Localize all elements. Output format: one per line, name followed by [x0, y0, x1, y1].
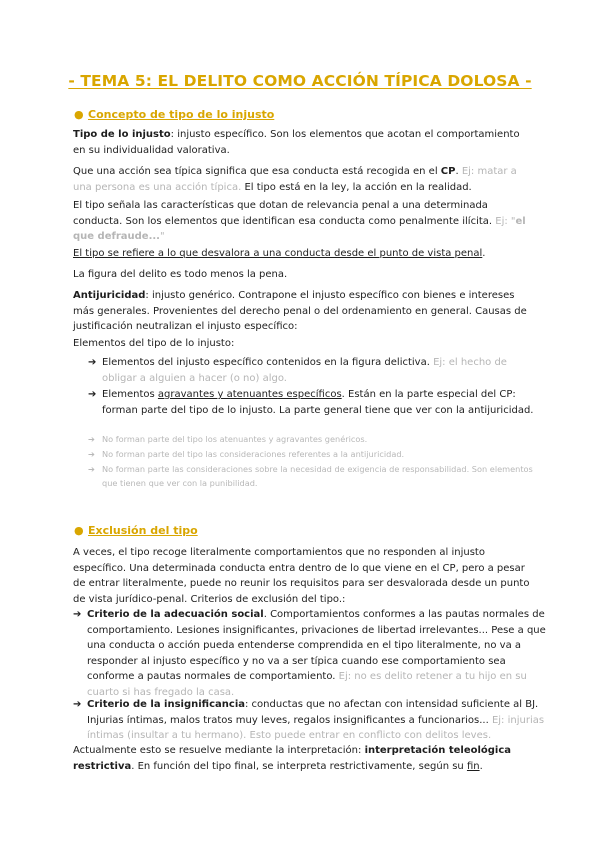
- arrow-icon: ➔: [88, 357, 97, 368]
- list-item: ➔ No forman parte del tipo las consideraciones referentes a la antijuricidad.: [88, 449, 405, 459]
- section-heading-exclusion: ● Exclusión del tipo: [74, 524, 198, 537]
- paragraph-desvalora: El tipo se refiere a lo que desvalora a una conducta desde el punto de vista penal.: [73, 248, 486, 259]
- arrow-icon: ➔: [88, 389, 97, 400]
- arrow-icon: ➔: [73, 609, 82, 620]
- page-title: - TEMA 5: EL DELITO COMO ACCIÓN TÍPICA DOLOSA -: [68, 72, 532, 90]
- paragraph-tipo-senala: El tipo señala las características que dotan de relevancia penal a una determinada conducta. Son los elementos que identifican esa conducta como penalmente ilícita. Ej: "el que defraude...": [73, 200, 526, 242]
- bullet-icon: ●: [74, 524, 84, 537]
- list-item: ➔ Elementos del injusto específico contenidos en la figura delictiva. Ej: el hecho de obligar a alguien a hacer (o no) algo.: [88, 357, 507, 384]
- paragraph-figura-delito: La figura del delito es todo menos la pena.: [73, 269, 288, 280]
- arrow-icon: ➔: [88, 464, 95, 474]
- paragraph-interpretacion: Actualmente esto se resuelve mediante la interpretación: interpretación teleológica restrictiva. En función del tipo final, se interpreta restrictivamente, según su fin.: [73, 745, 512, 772]
- arrow-icon: ➔: [88, 449, 95, 459]
- paragraph-tipo-injusto: Tipo de lo injusto: injusto específico. Son los elementos que acotan el comportamiento en su individualidad valorativa.: [73, 129, 520, 156]
- arrow-icon: ➔: [88, 434, 95, 444]
- list-item: ➔ No forman parte del tipo los atenuantes y agravantes genéricos.: [88, 434, 368, 444]
- list-item: ➔ Elementos agravantes y atenuantes específicos. Están en la parte especial del CP: forman parte del tipo de lo injusto. La parte general tiene que ver con la antijuricidad.: [88, 389, 534, 416]
- paragraph-elementos: Elementos del tipo de lo injusto:: [73, 338, 235, 349]
- section-heading-concepto: ● Concepto de tipo de lo injusto: [74, 108, 275, 121]
- list-item-adecuacion-social: ➔ Criterio de la adecuación social. Comportamientos conformes a las pautas normales de comportamiento. Lesiones insignificantes, privaciones de libertad irrelevantes... Pese a que una conducta o acción pueda entenderse comprendida en el tipo literalmente, no va a responder al injusto específico y no va a ser típica cuando ese comportamiento sea conforme a pautas normales de comportamiento. Ej: no es delito retener a tu hijo en su cuarto si has fregado la casa.: [73, 609, 546, 698]
- list-item-insignificancia: ➔ Criterio de la insignificancia: conductas que no afectan con intensidad suficiente al BJ. Injurias íntimas, malos tratos muy leves, regalos insignificantes a funcionarios... Ej: injurias íntimas (insultar a tu hermano). Esto puede entrar en conflicto con delitos leves.: [73, 699, 545, 741]
- arrow-icon: ➔: [73, 699, 82, 710]
- paragraph-antijuricidad: Antijuricidad: injusto genérico. Contrapone el injusto específico con bienes e intereses más generales. Provenientes del derecho penal o del ordenamiento en general. Causas de justificación neutralizan el injusto específico:: [73, 290, 527, 332]
- paragraph-accion-tipica: Que una acción sea típica significa que esa conducta está recogida en el CP. Ej: matar a una persona es una acción típica. El tipo está en la ley, la acción en la realidad.: [73, 166, 517, 193]
- paragraph-exclusion: A veces, el tipo recoge literalmente comportamientos que no responden al injusto específico. Una determinada conducta entra dentro de lo que viene en el CP, pero a pesar de entrar literalmente, puede no reunir los requisitos para ser desvalorada desde un punto de vista jurídico-penal. Criterios de exclusión del tipo.:: [73, 547, 530, 605]
- list-item: ➔ No forman parte las consideraciones sobre la necesidad de exigencia de responsabilidad. Son elementos que tienen que ver con la punibilidad.: [88, 464, 533, 488]
- bullet-icon: ●: [74, 108, 84, 121]
